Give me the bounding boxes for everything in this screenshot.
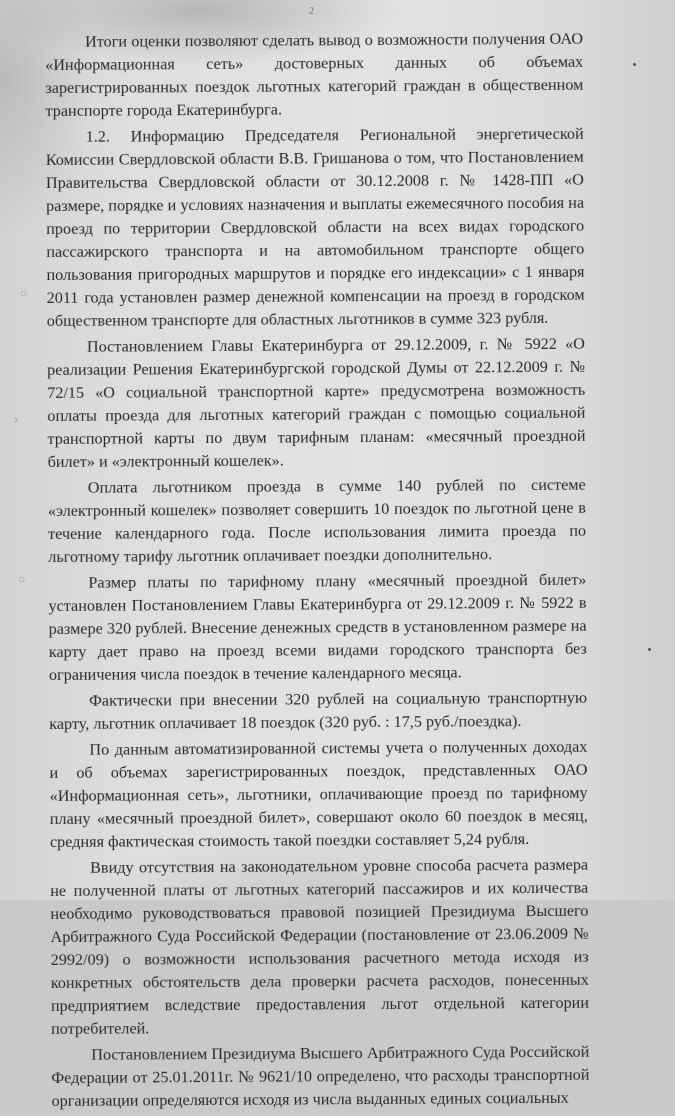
paragraph-actual-trips: Фактически при внесении 320 рублей на социальную транспортную карту, льготник оплачивает 18 поездок (320 руб. : 17,5 руб./поездка). [49,688,588,733]
paragraph-legal-position: Ввиду отсутствия на законодательном уровне способа расчета размера не полученной платы от льготных категорий пассажиров и их количества необходимо руководствоваться правовой позицией Президиума Высшего Арбитражного Суда Российской Федерации (постановление от 23.06.2009 № 2992/09) о возможности использования расчетного метода исходя из конкретных обстоятельств дела проверки расчета расходов, понесенных предприятием вследствие предоставления льгот отдельной категории потребителей. [50,855,590,1038]
paragraph-monthly-pass-price: Размер платы по тарифному плану «месячный проездной билет» установлен Постановлением Главы Екатеринбурга от 29.12.2009 г. № 5922 в размере 320 рублей. Внесение денежных средств в установленном размере на карту дает право на проезд всеми видами городского транспорта без ограничения числа поездок в течение календарного месяца. [48,570,587,684]
paragraph-rek-information: 1.2. Информацию Председателя Региональной энергетической Комиссии Свердловской области В.В. Гришанова о том, что Постановлением Правительства Свердловской области от 30.12.2008 г. № 1428-ПП «О размере, порядке и условиях назначения и выплаты ежемесячного пособия на проезд по территории Свердловской области на всех видах городского пассажирского транспорта и на автомобильном транспорте общего пользования пригородных маршрутов и порядке его индексации» с 1 января 2011 года установлен размер денежной компенсации на проезд в городском общественном транспорте для областных льготников в сумме 323 рубля. [45,124,585,330]
speck [648,648,651,651]
paragraph-assessment-results: Итоги оценки позволяют сделать вывод о возможности получения ОАО «Информационная сеть» достоверных данных об объемах зарегистрированных поездок льготных категорий граждан в общественном транспорте города Екатеринбурга. [45,29,584,120]
speck [633,63,636,66]
paragraph-social-card-resolution: Постановлением Главы Екатеринбурга от 29.12.2009, г. № 5922 «О реализации Решения Екатеринбургской городской Думы от 22.12.2009 г. № 72/15 «О социальной транспортной карте» предусмотрена возможность оплаты проезда для льготных категорий граждан с помощью социальной транспортной карты по двум тарифным планам: «месячный проездной билет» и «электронный кошелек». [47,334,586,471]
paragraph-electronic-wallet: Оплата льготником проезда в сумме 140 рублей по системе «электронный кошелек» позволяет совершить 10 поездок по льготной цене в течение календарного года. После использования лимита проезда по льготному тарифу льготник оплачивает поездки дополнительно. [47,475,587,566]
margin-mark: ○ [20,286,28,300]
paragraph-presidium-resolution: Постановлением Президиума Высшего Арбитражного Суда Российской Федерации от 25.01.2011г. № 9621/10 определено, что расходы транспортной организации определяются исходя из числа выданных единых социальных [51,1042,590,1110]
margin-mark: ○ [18,572,26,586]
page-number: 2 [309,6,314,17]
paragraph-automated-system-data: По данным автоматизированной системы учета о полученных доходах и об объемах зарегистрированных поездок, представленных ОАО «Информационная сеть», льготники, оплачивающие проезд по тарифному плану «месячный проездной билет», совершают около 60 поездок в месяц, средняя фактическая стоимость такой поездки составляет 5,24 рубля. [49,737,588,851]
document-body [45,28,590,1116]
margin-mark: › [14,412,18,426]
